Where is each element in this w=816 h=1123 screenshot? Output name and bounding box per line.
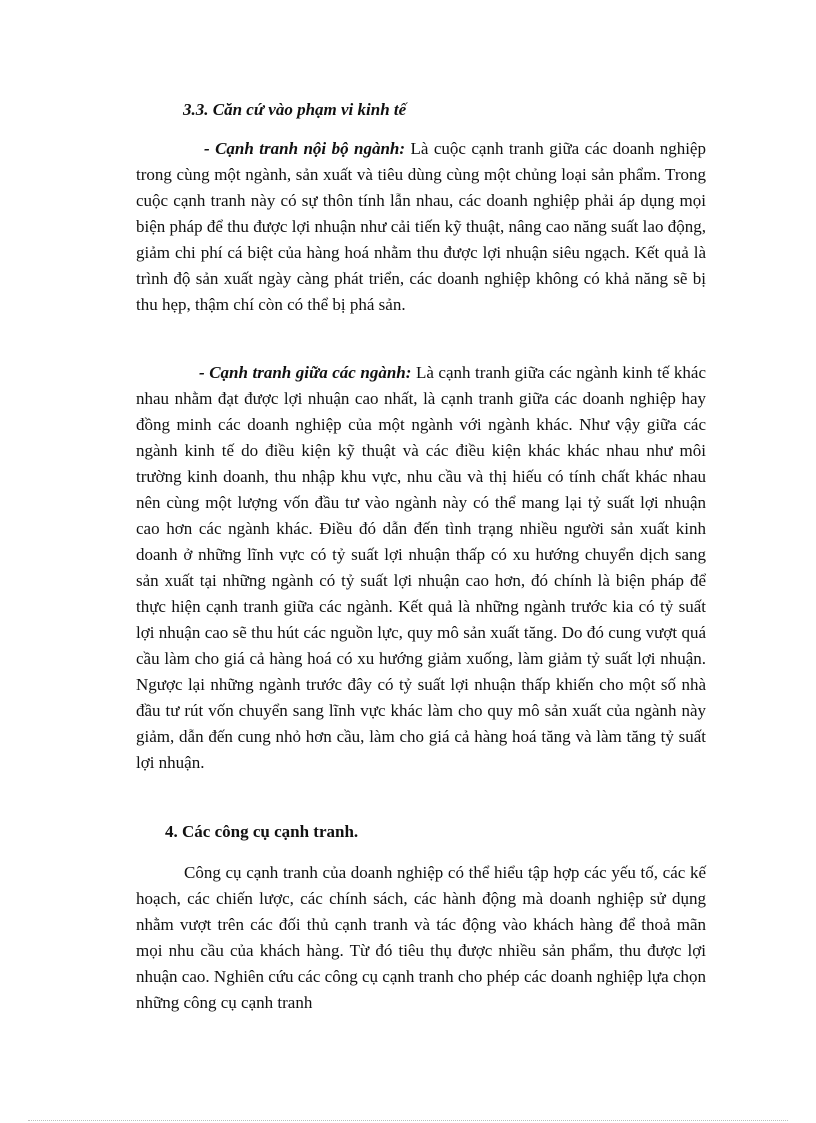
paragraph-text: Là cạnh tranh giữa các ngành kinh tế khác nhau nhằm đạt được lợi nhuận cao nhất, là cạnh tranh giữa các doanh nghiệp hay đồng minh các doanh nghiệp của một ngành với ngành khác. Như vậy giữa các ngành kinh tế do điều kiện kỹ thuật và các điều kiện khác khác nhau như môi trường kinh doanh, thu nhập khu vực, nhu cầu và thị hiếu có tính chất khác nhau nên cùng một lượng vốn đầu tư vào ngành này có thể mang lại tỷ suất lợi nhuận cao hơn các ngành khác. Điều đó dẫn đến tình trạng nhiều người sản xuất kinh doanh ở những lĩnh vực có tỷ suất lợi nhuận thấp có xu hướng chuyển dịch sang sản xuất tại những ngành có tỷ suất lợi nhuận cao hơn, đó chính là biện pháp để thực hiện cạnh tranh giữa các ngành. Kết quả là những ngành trước kia có tỷ suất lợi nhuận cao sẽ thu hút các nguồn lực, quy mô sản xuất tăng. Do đó cung vượt quá cầu làm cho giá cả hàng hoá có xu hướng giảm xuống, làm giảm tỷ suất lợi nhuận. Ngược lại những ngành trước đây có tỷ suất lợi nhuận thấp khiến cho một số nhà đầu tư rút vốn chuyển sang lĩnh vực khác làm cho quy mô sản xuất của ngành này giảm, dẫn đến cung nhỏ hơn cầu, làm cho giá cả hàng hoá tăng và làm tăng tỷ suất lợi nhuận.	[136, 363, 706, 772]
paragraph-lead: - Cạnh tranh giữa các ngành:	[199, 363, 412, 382]
paragraph-text: Là cuộc cạnh tranh giữa các doanh nghiệp trong cùng một ngành, sản xuất và tiêu dùng cùng một chủng loại sản phẩm. Trong cuộc cạnh tranh này có sự thôn tính lẫn nhau, các doanh nghiệp phải áp dụng mọi biện pháp để thu được lợi nhuận như cải tiến kỹ thuật, nâng cao năng suất lao động, giảm chi phí cá biệt của hàng hoá nhằm thu được lợi nhuận siêu ngạch. Kết quả là trình độ sản xuất ngày càng phát triển, các doanh nghiệp không có khả năng sẽ bị thu hẹp, thậm chí còn có thể bị phá sản.	[136, 139, 706, 314]
page-bottom-divider	[28, 1120, 788, 1121]
paragraph-lead: - Cạnh tranh nội bộ ngành:	[204, 139, 406, 158]
paragraph-inter-industry	[136, 360, 706, 776]
section-heading: 3.3. Căn cứ vào phạm vi kinh tế	[183, 100, 407, 119]
paragraph-intra-industry	[136, 136, 706, 318]
paragraph-competitive-tools: Công cụ cạnh tranh của doanh nghiệp có thể hiểu tập hợp các yếu tố, các kế hoạch, các chiến lược, các chính sách, các hành động mà doanh nghiệp sử dụng nhằm vượt trên các đối thủ cạnh tranh và tác động vào khách hàng để thoả mãn mọi nhu cầu của khách hàng. Từ đó tiêu thụ được nhiều sản phẩm, thu được lợi nhuận cao. Nghiên cứu các công cụ cạnh tranh cho phép các doanh nghiệp lựa chọn những công cụ cạnh tranh	[136, 863, 706, 1012]
section2-heading: 4. Các công cụ cạnh tranh.	[165, 822, 359, 841]
